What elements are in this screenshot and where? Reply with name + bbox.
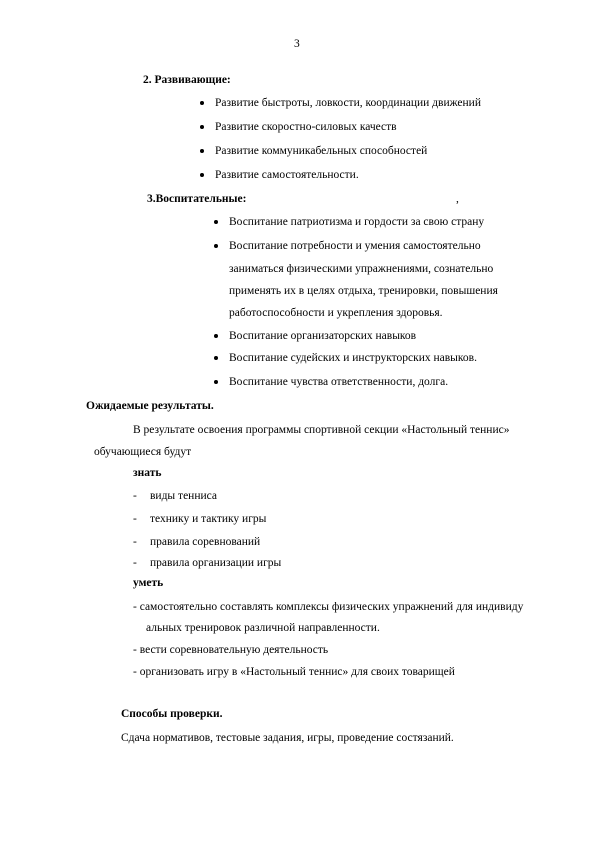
list-item-text: Воспитание организаторских навыков [229, 330, 417, 342]
list-item-text-cont: работоспособности и укрепления здоровья. [229, 307, 443, 319]
verification-text: Сдача нормативов, тестовые задания, игры, проведение состязаний. [121, 732, 454, 744]
dash-marker: - [133, 557, 137, 569]
educational-heading: 3.Воспитательные: [147, 193, 247, 205]
list-item-text: виды тенниса [150, 490, 217, 502]
results-intro-line2: обучающиеся будут [94, 446, 192, 458]
developing-heading: 2. Развивающие: [143, 74, 231, 86]
bullet-icon [200, 101, 204, 105]
list-item-text: правила организации игры [150, 557, 282, 569]
list-item-text: технику и тактику игры [150, 513, 267, 525]
list-item-text: правила соревнований [150, 536, 261, 548]
list-item-text: Развитие скоростно-силовых качеств [215, 121, 397, 133]
bullet-icon [214, 380, 218, 384]
bullet-icon [200, 125, 204, 129]
verification-heading: Способы проверки. [121, 708, 223, 720]
list-item-text: Воспитание судейских и инструкторских навыков. [229, 352, 477, 364]
dash-marker: - [133, 536, 137, 548]
dash-marker: - [133, 490, 137, 502]
bullet-icon [214, 220, 218, 224]
list-item-text: Воспитание патриотизма и гордости за свою страну [229, 216, 485, 228]
list-item-text: Воспитание потребности и умения самостоятельно [229, 240, 481, 252]
page-number: 3 [294, 38, 300, 50]
results-intro-line1: В результате освоения программы спортивной секции «Настольный теннис» [133, 424, 510, 436]
bullet-icon [214, 334, 218, 338]
results-heading: Ожидаемые результаты. [86, 400, 214, 412]
list-item-text-cont: заниматься физическими упражнениями, сознательно [229, 263, 494, 275]
list-item-text: Развитие самостоятельности. [215, 169, 359, 181]
can-label: уметь [133, 577, 164, 589]
dash-marker: - [133, 513, 137, 525]
bullet-icon [200, 149, 204, 153]
list-item-text: - самостоятельно составлять комплексы физических упражнений для индивиду [133, 601, 524, 613]
bullet-icon [200, 173, 204, 177]
know-label: знать [133, 467, 162, 479]
list-item-text-cont: альных тренировок различной направленности. [146, 622, 380, 634]
bullet-icon [214, 244, 218, 248]
list-item-text: Развитие коммуникабельных способностей [215, 145, 428, 157]
list-item-text: - вести соревновательную деятельность [133, 644, 329, 656]
bullet-icon [214, 356, 218, 360]
list-item-text: Развитие быстроты, ловкости, координации движений [215, 97, 481, 109]
list-item-text: - организовать игру в «Настольный теннис» для своих товарищей [133, 666, 455, 678]
stray-comma: , [456, 193, 459, 205]
list-item-text-cont: применять их в целях отдыха, тренировки, повышения [229, 285, 498, 297]
list-item-text: Воспитание чувства ответственности, долга. [229, 376, 449, 388]
